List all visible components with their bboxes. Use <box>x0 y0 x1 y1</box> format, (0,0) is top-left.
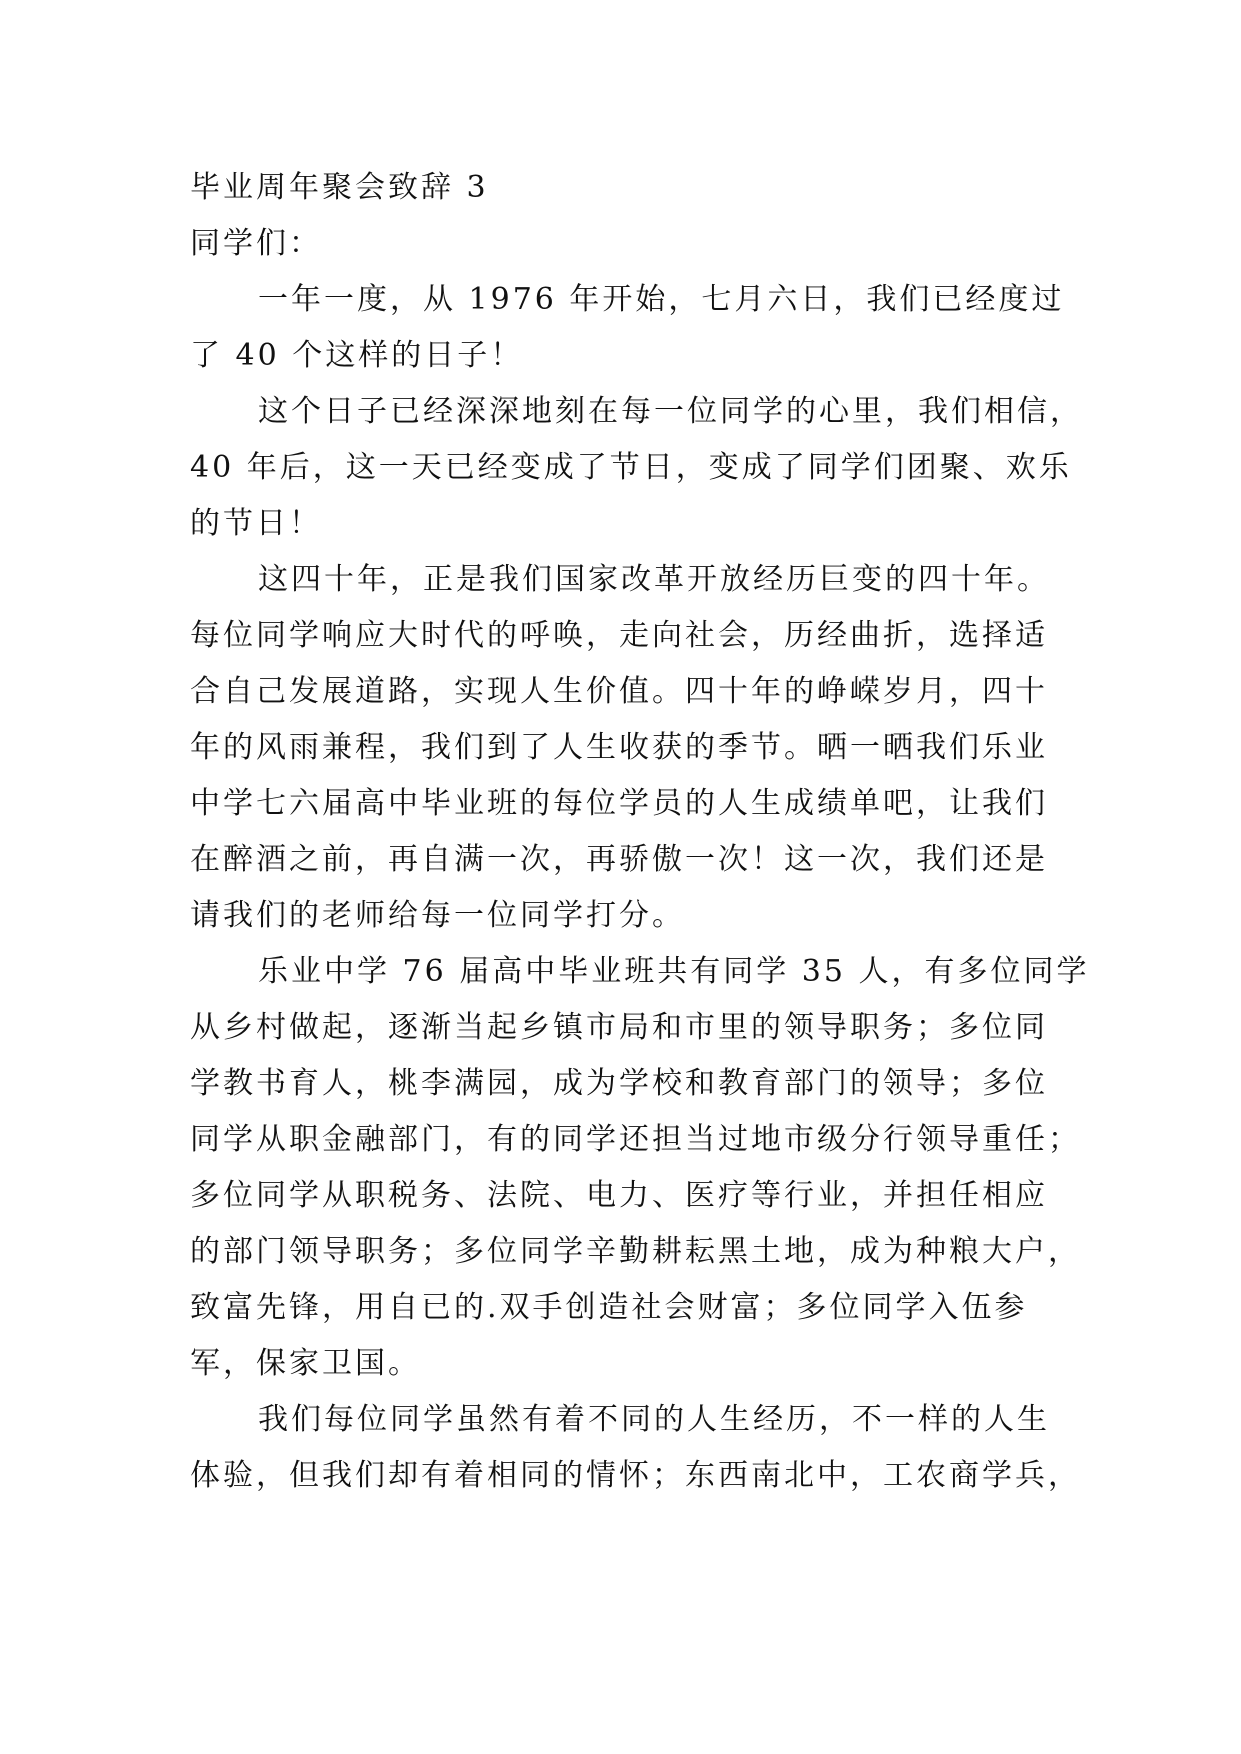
paragraph-line: 一年一度，从 1976 年开始，七月六日，我们已经度过 <box>258 282 1065 317</box>
paragraph-line: 学教书育人，桃李满园，成为学校和教育部门的领导；多位 <box>190 1066 1048 1101</box>
paragraph-line: 同学从职金融部门，有的同学还担当过地市级分行领导重任； <box>190 1122 1081 1157</box>
paragraph-line: 每位同学响应大时代的呼唤，走向社会，历经曲折，选择适 <box>190 618 1048 653</box>
paragraph-line: 中学七六届高中毕业班的每位学员的人生成绩单吧，让我们 <box>190 786 1048 821</box>
document-page <box>190 160 1090 1504</box>
paragraph-2 <box>190 384 1083 552</box>
salutation: 同学们： <box>190 226 322 261</box>
paragraph-5 <box>190 1392 1081 1504</box>
paragraph-line: 的部门领导职务；多位同学辛勤耕耘黑土地，成为种粮大户， <box>190 1234 1081 1269</box>
paragraph-line: 多位同学从职税务、法院、电力、医疗等行业，并担任相应 <box>190 1178 1048 1213</box>
paragraph-line: 请我们的老师给每一位同学打分。 <box>190 898 685 933</box>
paragraph-4 <box>190 944 1090 1392</box>
paragraph-line: 致富先锋，用自已的.双手创造社会财富；多位同学入伍参 <box>190 1290 1028 1325</box>
paragraph-line: 从乡村做起，逐渐当起乡镇市局和市里的领导职务；多位同 <box>190 1010 1048 1045</box>
paragraph-line: 我们每位同学虽然有着不同的人生经历，不一样的人生 <box>258 1402 1050 1437</box>
paragraph-line: 的节日！ <box>190 506 322 541</box>
paragraph-line: 军，保家卫国。 <box>190 1346 421 1381</box>
paragraph-line: 这四十年，正是我们国家改革开放经历巨变的四十年。 <box>258 562 1050 597</box>
paragraph-line: 在醉酒之前，再自满一次，再骄傲一次！这一次，我们还是 <box>190 842 1048 877</box>
paragraph-line: 体验，但我们却有着相同的情怀；东西南北中，工农商学兵， <box>190 1458 1081 1493</box>
paragraph-line: 合自己发展道路，实现人生价值。四十年的峥嵘岁月，四十 <box>190 674 1048 709</box>
paragraph-line: 了 40 个这样的日子！ <box>190 338 524 373</box>
paragraph-line: 这个日子已经深深地刻在每一位同学的心里，我们相信， <box>258 394 1083 429</box>
paragraph-3 <box>190 552 1052 944</box>
paragraph-1 <box>190 272 1065 384</box>
paragraph-line: 乐业中学 76 届高中毕业班共有同学 35 人，有多位同学 <box>258 954 1090 989</box>
document-title: 毕业周年聚会致辞 3 <box>190 170 489 205</box>
paragraph-line: 40 年后，这一天已经变成了节日，变成了同学们团聚、欢乐 <box>190 450 1072 485</box>
paragraph-line: 年的风雨兼程，我们到了人生收获的季节。晒一晒我们乐业 <box>190 730 1048 765</box>
